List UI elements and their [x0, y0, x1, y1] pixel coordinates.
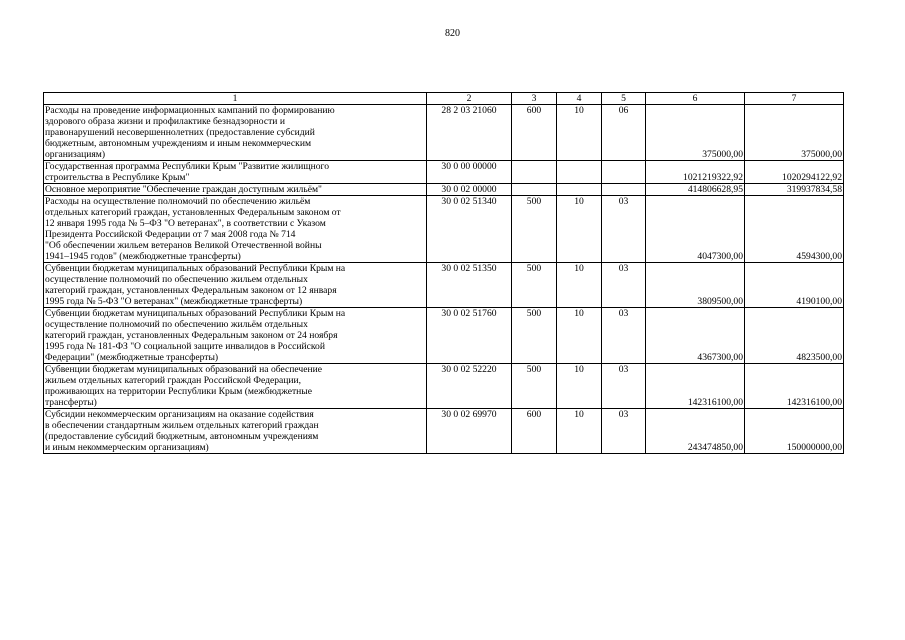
- section-cell: [557, 161, 602, 184]
- amount-year2-cell: 142316100,00: [745, 364, 844, 409]
- subsection-cell: 03: [602, 196, 646, 263]
- column-header: 2: [427, 93, 512, 105]
- expense-type-cell: [512, 184, 557, 196]
- table-row: [44, 161, 844, 184]
- expense-name-cell: Субвенции бюджетам муниципальных образований Республики Крым на осуществление полномочий по обеспечению жильём отдельных категорий граждан, установленных Федеральным законом от 24 ноября 1995 года № 181-ФЗ "О социальной защите инвалидов в Российской Федерации" (межбюджетные трансферты): [44, 308, 427, 364]
- expense-type-cell: 500: [512, 308, 557, 364]
- section-cell: 10: [557, 409, 602, 454]
- amount-year1-cell: 142316100,00: [646, 364, 745, 409]
- amount-year1-cell: 1021219322,92: [646, 161, 745, 184]
- column-header: 1: [44, 93, 427, 105]
- table-row: [44, 105, 844, 161]
- target-article-code-cell: 28 2 03 21060: [427, 105, 512, 161]
- column-header: 7: [745, 93, 844, 105]
- expense-name-cell: Государственная программа Республики Крым "Развитие жилищного строительства в Республике Крым": [44, 161, 427, 184]
- expense-type-cell: [512, 161, 557, 184]
- expense-name-cell: Субвенции бюджетам муниципальных образований Республики Крым на осуществление полномочий по обеспечению жильем отдельных категорий граждан, установленных Федеральным законом от 12 января 1995 года № 5-ФЗ "О ветеранах" (межбюджетные трансферты): [44, 263, 427, 308]
- amount-year1-cell: 375000,00: [646, 105, 745, 161]
- table-row: [44, 409, 844, 454]
- amount-year2-cell: 1020294122,92: [745, 161, 844, 184]
- subsection-cell: 06: [602, 105, 646, 161]
- section-cell: 10: [557, 308, 602, 364]
- expense-name-cell: Основное мероприятие "Обеспечение граждан доступным жильём": [44, 184, 427, 196]
- amount-year1-cell: 4047300,00: [646, 196, 745, 263]
- section-cell: [557, 184, 602, 196]
- table-row: [44, 196, 844, 263]
- table-row: [44, 263, 844, 308]
- subsection-cell: 03: [602, 308, 646, 364]
- amount-year1-cell: 3809500,00: [646, 263, 745, 308]
- table-row: [44, 308, 844, 364]
- subsection-cell: 03: [602, 364, 646, 409]
- budget-table: [43, 92, 844, 454]
- table-row: [44, 364, 844, 409]
- amount-year1-cell: 243474850,00: [646, 409, 745, 454]
- subsection-cell: [602, 161, 646, 184]
- target-article-code-cell: 30 0 02 51350: [427, 263, 512, 308]
- expense-name-cell: Субсидии некоммерческим организациям на оказание содействия в обеспечении стандартным жильем отдельных категорий граждан (предоставление субсидий бюджетным, автономным учреждениям и иным некоммерческим организациям): [44, 409, 427, 454]
- expense-type-cell: 500: [512, 263, 557, 308]
- subsection-cell: [602, 184, 646, 196]
- page-number: 820: [445, 28, 460, 39]
- amount-year2-cell: 4823500,00: [745, 308, 844, 364]
- section-cell: 10: [557, 364, 602, 409]
- amount-year1-cell: 414806628,95: [646, 184, 745, 196]
- expense-type-cell: 600: [512, 105, 557, 161]
- section-cell: 10: [557, 196, 602, 263]
- column-header: 6: [646, 93, 745, 105]
- expense-name-cell: Субвенции бюджетам муниципальных образований на обеспечение жильем отдельных категорий граждан Российской Федерации, проживающих на территории Республики Крым (межбюджетные трансферты): [44, 364, 427, 409]
- expense-name-cell: Расходы на проведение информационных кампаний по формированию здорового образа жизни и профилактике безнадзорности и правонарушений несовершеннолетних (предоставление субсидий бюджетным, автономным учреждениям и иным некоммерческим организациям): [44, 105, 427, 161]
- expense-type-cell: 600: [512, 409, 557, 454]
- column-header: 3: [512, 93, 557, 105]
- section-cell: 10: [557, 263, 602, 308]
- amount-year2-cell: 4190100,00: [745, 263, 844, 308]
- expense-type-cell: 500: [512, 196, 557, 263]
- amount-year2-cell: 4594300,00: [745, 196, 844, 263]
- table-row: [44, 184, 844, 196]
- target-article-code-cell: 30 0 00 00000: [427, 161, 512, 184]
- target-article-code-cell: 30 0 02 51760: [427, 308, 512, 364]
- expense-name-cell: Расходы на осуществление полномочий по обеспечению жильём отдельных категорий граждан, установленных Федеральным законом от 12 января 1995 года № 5–ФЗ "О ветеранах", в соответствии с Указом Президента Российской Федерации от 7 мая 2008 года № 714 "Об обеспечении жильем ветеранов Великой Отечественной войны 1941–1945 годов" (межбюджетные трансферты): [44, 196, 427, 263]
- amount-year1-cell: 4367300,00: [646, 308, 745, 364]
- target-article-code-cell: 30 0 02 51340: [427, 196, 512, 263]
- target-article-code-cell: 30 0 02 69970: [427, 409, 512, 454]
- subsection-cell: 03: [602, 409, 646, 454]
- amount-year2-cell: 319937834,58: [745, 184, 844, 196]
- column-header: 4: [557, 93, 602, 105]
- subsection-cell: 03: [602, 263, 646, 308]
- expense-type-cell: 500: [512, 364, 557, 409]
- column-header: 5: [602, 93, 646, 105]
- target-article-code-cell: 30 0 02 52220: [427, 364, 512, 409]
- amount-year2-cell: 150000000,00: [745, 409, 844, 454]
- section-cell: 10: [557, 105, 602, 161]
- table-header-row: [44, 93, 844, 105]
- amount-year2-cell: 375000,00: [745, 105, 844, 161]
- target-article-code-cell: 30 0 02 00000: [427, 184, 512, 196]
